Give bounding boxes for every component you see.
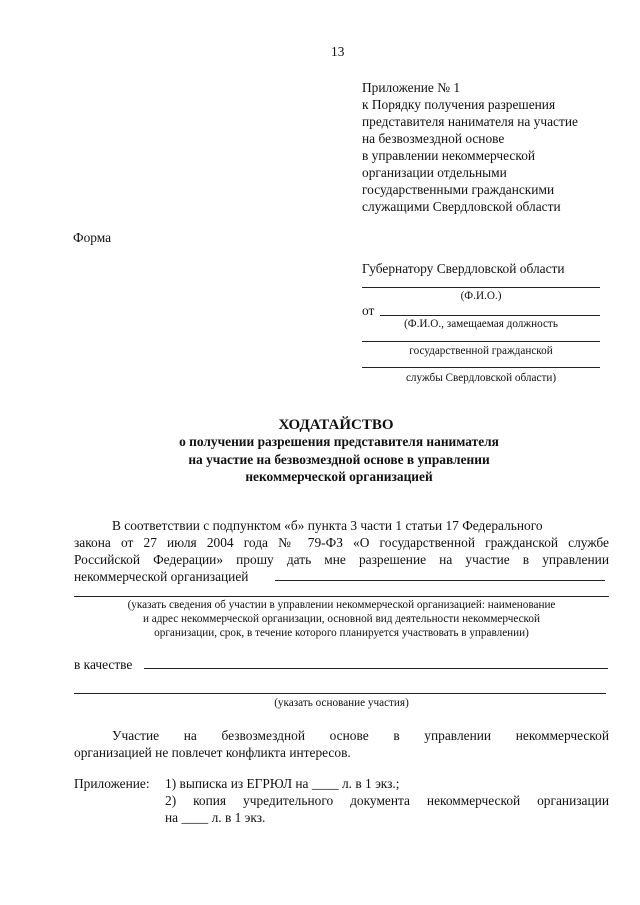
title-sub-line: на участие на безвозмездной основе в управлении (188, 452, 490, 467)
organization-label: некоммерческой организацией (74, 569, 249, 584)
appendix-line: представителя нанимателя на участие (362, 114, 578, 129)
body-line: закона от 27 июля 2004 года № 79-ФЗ «О государственной гражданской службе (74, 535, 609, 550)
instruction-line: и адрес некоммерческой организации, основной вид деятельности некоммерческой (142, 613, 540, 625)
appendix-line: государственными гражданскими (362, 182, 555, 197)
organization-line-2 (74, 596, 609, 597)
body-line: Российской Федерации» прошу дать мне разрешение на участие в управлении (74, 552, 609, 567)
appendix-block (362, 79, 578, 215)
instruction-line: (указать сведения об участии в управлении некоммерческой организацией: наименование (127, 599, 556, 611)
fio-caption: (Ф.И.О.) (460, 290, 502, 302)
from-caption-3: службы Свердловской области) (405, 372, 557, 384)
capacity-line-2 (74, 693, 606, 694)
from-label: от (362, 303, 375, 318)
organization-line (275, 580, 605, 581)
from-line-3 (362, 367, 600, 368)
from-line (380, 315, 600, 316)
fio-line (362, 287, 600, 288)
attachment-item: 2) копия учредительного документа некоммерческой организации (165, 793, 609, 808)
attachment-item: на ____ л. в 1 экз. (165, 810, 266, 825)
appendix-line: служащими Свердловской области (362, 199, 561, 214)
appendix-line: к Порядку получения разрешения (362, 97, 556, 112)
addressee-to: Губернатору Свердловской области (362, 261, 565, 276)
title-sub-line: о получении разрешения представителя нанимателя (179, 434, 499, 449)
title-sub-line: некоммерческой организацией (245, 469, 433, 484)
from-caption-2: государственной гражданской (409, 345, 553, 357)
document-title: ХОДАТАЙСТВО (278, 417, 394, 433)
basis-caption: (указать основание участия) (274, 697, 409, 709)
appendix-line: на безвозмездной основе (362, 131, 505, 146)
capacity-label: в качестве (74, 657, 133, 672)
conflict-line: Участие на безвозмездной основе в управлении некоммерческой (112, 728, 609, 743)
instruction-line: организации, срок, в течение которого планируется участвовать в управлении) (154, 627, 529, 639)
appendix-line: в управлении некоммерческой (362, 148, 536, 163)
form-label: Форма (73, 230, 112, 245)
capacity-line (144, 668, 608, 669)
page-number: 13 (331, 44, 345, 59)
body-line: В соответствии с подпунктом «б» пункта 3 части 1 статьи 17 Федерального (112, 518, 543, 533)
from-caption-1: (Ф.И.О., замещаемая должность (404, 318, 558, 330)
conflict-line: организацией не повлечет конфликта интересов. (74, 745, 351, 760)
appendix-line: организации отдельными (362, 165, 507, 180)
from-line-2 (362, 341, 600, 342)
appendix-line: Приложение № 1 (362, 80, 461, 95)
attachments-label: Приложение: (74, 776, 150, 791)
attachment-item: 1) выписка из ЕГРЮЛ на ____ л. в 1 экз.; (165, 776, 400, 791)
